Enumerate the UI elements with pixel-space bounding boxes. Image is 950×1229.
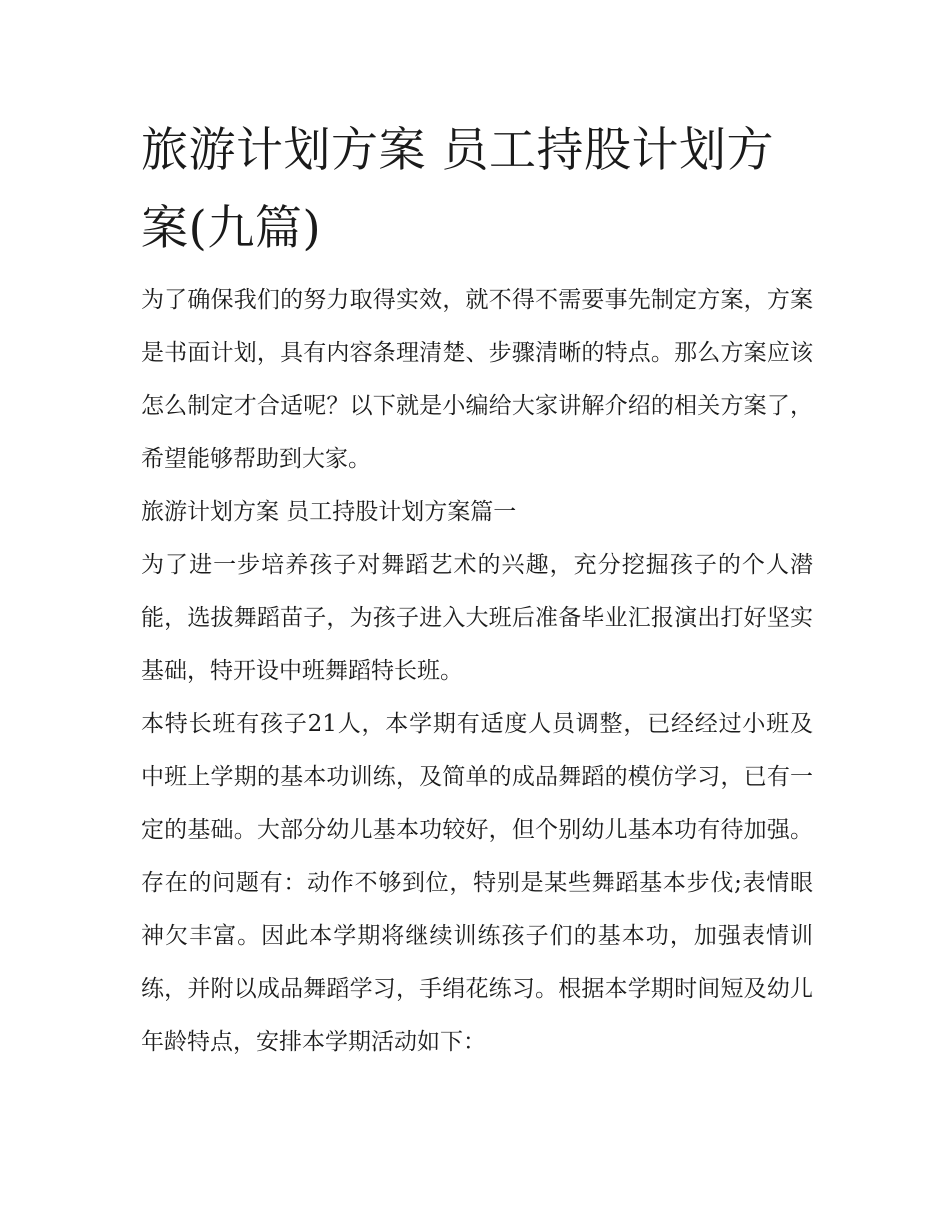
body-paragraph-2: 本特长班有孩子21人，本学期有适度人员调整，已经经过小班及中班上学期的基本功训练，及简单的成品舞蹈的模仿学习，已有一定的基础。大部分幼儿基本功较好，但个别幼儿基本功有待加强。存在的问题有：动作不够到位，特别是某些舞蹈基本步伐;表情眼神欠丰富。因此本学期将继续训练孩子们的基本功，加强表情训练，并附以成品舞蹈学习，手绢花练习。根据本学期时间短及幼儿年龄特点，安排本学期活动如下： [141, 711, 813, 1055]
section-heading: 旅游计划方案 员工持股计划方案篇一 [141, 499, 517, 525]
intro-paragraph: 为了确保我们的努力取得实效，就不得不需要事先制定方案，方案是书面计划，具有内容条理清楚、步骤清晰的特点。那么方案应该怎么制定才合适呢？以下就是小编给大家讲解介绍的相关方案了，希望能够帮助到大家。 [141, 287, 813, 472]
document-page [141, 112, 813, 1069]
document-title: 旅游计划方案 员工持股计划方案(九篇) [141, 123, 774, 256]
body-paragraph-1: 为了进一步培养孩子对舞蹈艺术的兴趣，充分挖掘孩子的个人潜能，选拔舞蹈苗子，为孩子进入大班后准备毕业汇报演出打好坚实基础，特开设中班舞蹈特长班。 [141, 552, 813, 684]
